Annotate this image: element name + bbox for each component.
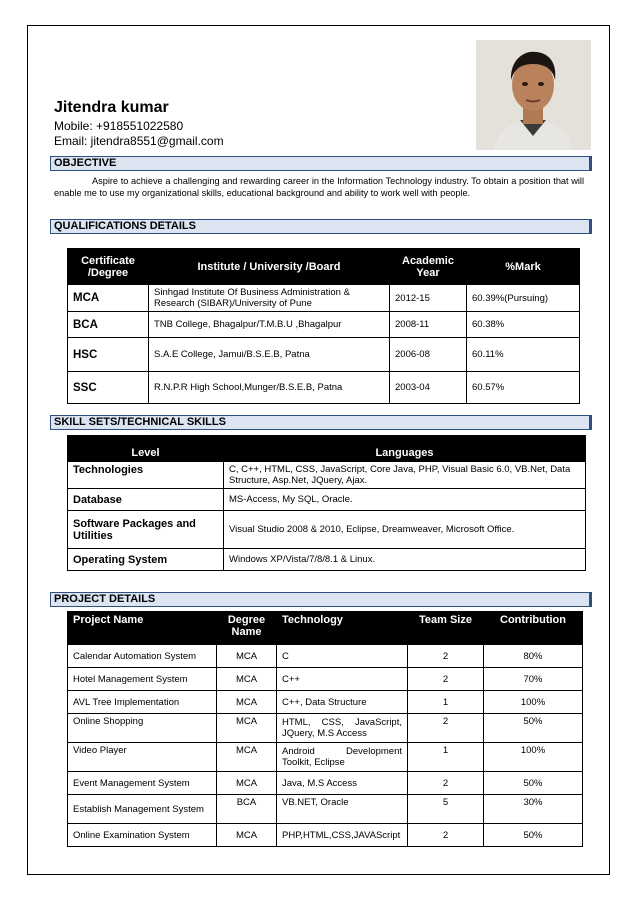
table-row xyxy=(68,795,583,824)
table-row xyxy=(68,645,583,668)
table-row xyxy=(68,668,583,691)
proj-technology: Android Development Toolkit, Eclipse xyxy=(277,743,408,772)
qual-mark: 60.57% xyxy=(467,372,580,404)
proj-contribution: 50% xyxy=(484,714,583,743)
table-row xyxy=(68,338,580,372)
qual-institute: Sinhgad Institute Of Business Administration & Research (SIBAR)/University of Pune xyxy=(149,285,390,312)
proj-name: AVL Tree Implementation xyxy=(68,691,217,714)
mobile-number: Mobile: +918551022580 xyxy=(54,119,184,133)
proj-contribution: 70% xyxy=(484,668,583,691)
skill-languages: C, C++, HTML, CSS, JavaScript, Core Java, PHP, Visual Basic 6.0, VB.Net, Data Structure, Asp.Net, JQuery, Ajax. xyxy=(224,462,586,489)
table-row xyxy=(68,549,586,571)
skill-level: Software Packages and Utilities xyxy=(68,511,224,549)
qual-mark: 60.11% xyxy=(467,338,580,372)
proj-degree: MCA xyxy=(217,668,277,691)
proj-degree: MCA xyxy=(217,645,277,668)
skill-level: Database xyxy=(68,489,224,511)
skill-col-level: Level xyxy=(68,436,224,462)
proj-degree: MCA xyxy=(217,772,277,795)
qual-institute: TNB College, Bhagalpur/T.M.B.U ,Bhagalpur xyxy=(149,312,390,338)
proj-name: Online Examination System xyxy=(68,824,217,847)
skills-heading: SKILL SETS/TECHNICAL SKILLS xyxy=(50,415,592,430)
proj-technology: VB.NET, Oracle xyxy=(277,795,408,824)
proj-contribution: 80% xyxy=(484,645,583,668)
skills-header-row xyxy=(68,436,586,462)
qual-col-mark: %Mark xyxy=(467,249,580,285)
qual-year: 2003-04 xyxy=(390,372,467,404)
proj-technology: C xyxy=(277,645,408,668)
proj-technology: HTML, CSS, JavaScript, JQuery, M.S Access xyxy=(277,714,408,743)
table-row xyxy=(68,824,583,847)
proj-technology: C++ xyxy=(277,668,408,691)
table-row xyxy=(68,312,580,338)
proj-technology: Java, M.S Access xyxy=(277,772,408,795)
projects-header-row xyxy=(68,612,583,645)
skill-languages: Visual Studio 2008 & 2010, Eclipse, Dreamweaver, Microsoft Office. xyxy=(224,511,586,549)
proj-degree: MCA xyxy=(217,714,277,743)
proj-technology: C++, Data Structure xyxy=(277,691,408,714)
proj-degree: BCA xyxy=(217,795,277,824)
proj-team-size: 1 xyxy=(408,691,484,714)
qualifications-table xyxy=(67,248,580,404)
objective-text: Aspire to achieve a challenging and rewarding career in the Information Technology industry. To obtain a position that will enable me to use my organizational skills, educational background and ability to work well with people. xyxy=(54,176,584,198)
proj-team-size: 2 xyxy=(408,714,484,743)
proj-team-size: 2 xyxy=(408,824,484,847)
profile-photo xyxy=(476,40,591,150)
email-address: Email: jitendra8551@gmail.com xyxy=(54,134,224,148)
candidate-name: Jitendra kumar xyxy=(54,99,169,116)
table-row xyxy=(68,743,583,772)
skill-languages: MS-Access, My SQL, Oracle. xyxy=(224,489,586,511)
proj-degree: MCA xyxy=(217,743,277,772)
qual-degree: HSC xyxy=(68,338,149,372)
skill-col-languages: Languages xyxy=(224,436,586,462)
qual-mark: 60.38% xyxy=(467,312,580,338)
projects-table xyxy=(67,611,583,847)
proj-col-name: Project Name xyxy=(68,612,217,645)
proj-contribution: 50% xyxy=(484,824,583,847)
table-row xyxy=(68,772,583,795)
proj-degree: MCA xyxy=(217,824,277,847)
proj-contribution: 100% xyxy=(484,691,583,714)
qual-degree: SSC xyxy=(68,372,149,404)
table-row xyxy=(68,691,583,714)
proj-team-size: 2 xyxy=(408,772,484,795)
proj-name: Calendar Automation System xyxy=(68,645,217,668)
qual-year: 2008-11 xyxy=(390,312,467,338)
proj-team-size: 5 xyxy=(408,795,484,824)
skill-level: Operating System xyxy=(68,549,224,571)
proj-name: Establish Management System xyxy=(68,795,217,824)
proj-contribution: 50% xyxy=(484,772,583,795)
qualifications-heading: QUALIFICATIONS DETAILS xyxy=(50,219,592,234)
qual-institute: R.N.P.R High School,Munger/B.S.E.B, Patna xyxy=(149,372,390,404)
qual-degree: BCA xyxy=(68,312,149,338)
qualifications-header-row xyxy=(68,249,580,285)
skill-level: Technologies xyxy=(68,462,224,489)
qual-col-institute: Institute / University /Board xyxy=(149,249,390,285)
qual-col-certificate: Certificate /Degree xyxy=(68,249,149,285)
skill-languages: Windows XP/Vista/7/8/8.1 & Linux. xyxy=(224,549,586,571)
skills-table xyxy=(67,435,586,571)
table-row xyxy=(68,462,586,489)
table-row xyxy=(68,285,580,312)
proj-team-size: 1 xyxy=(408,743,484,772)
proj-name: Event Management System xyxy=(68,772,217,795)
proj-col-team-size: Team Size xyxy=(408,612,484,645)
proj-technology: PHP,HTML,CSS,JAVAScript xyxy=(277,824,408,847)
proj-name: Hotel Management System xyxy=(68,668,217,691)
projects-heading: PROJECT DETAILS xyxy=(50,592,592,607)
qual-col-year: Academic Year xyxy=(390,249,467,285)
objective-heading: OBJECTIVE xyxy=(50,156,592,171)
proj-contribution: 30% xyxy=(484,795,583,824)
qual-year: 2006-08 xyxy=(390,338,467,372)
qual-mark: 60.39%(Pursuing) xyxy=(467,285,580,312)
proj-team-size: 2 xyxy=(408,645,484,668)
table-row xyxy=(68,714,583,743)
table-row xyxy=(68,511,586,549)
proj-team-size: 2 xyxy=(408,668,484,691)
proj-degree: MCA xyxy=(217,691,277,714)
qual-year: 2012-15 xyxy=(390,285,467,312)
table-row xyxy=(68,489,586,511)
qual-degree: MCA xyxy=(68,285,149,312)
proj-col-degree: Degree Name xyxy=(217,612,277,645)
table-row xyxy=(68,372,580,404)
qual-institute: S.A.E College, Jamui/B.S.E.B, Patna xyxy=(149,338,390,372)
proj-col-contribution: Contribution xyxy=(484,612,583,645)
proj-col-technology: Technology xyxy=(277,612,408,645)
proj-name: Video Player xyxy=(68,743,217,772)
proj-contribution: 100% xyxy=(484,743,583,772)
proj-name: Online Shopping xyxy=(68,714,217,743)
